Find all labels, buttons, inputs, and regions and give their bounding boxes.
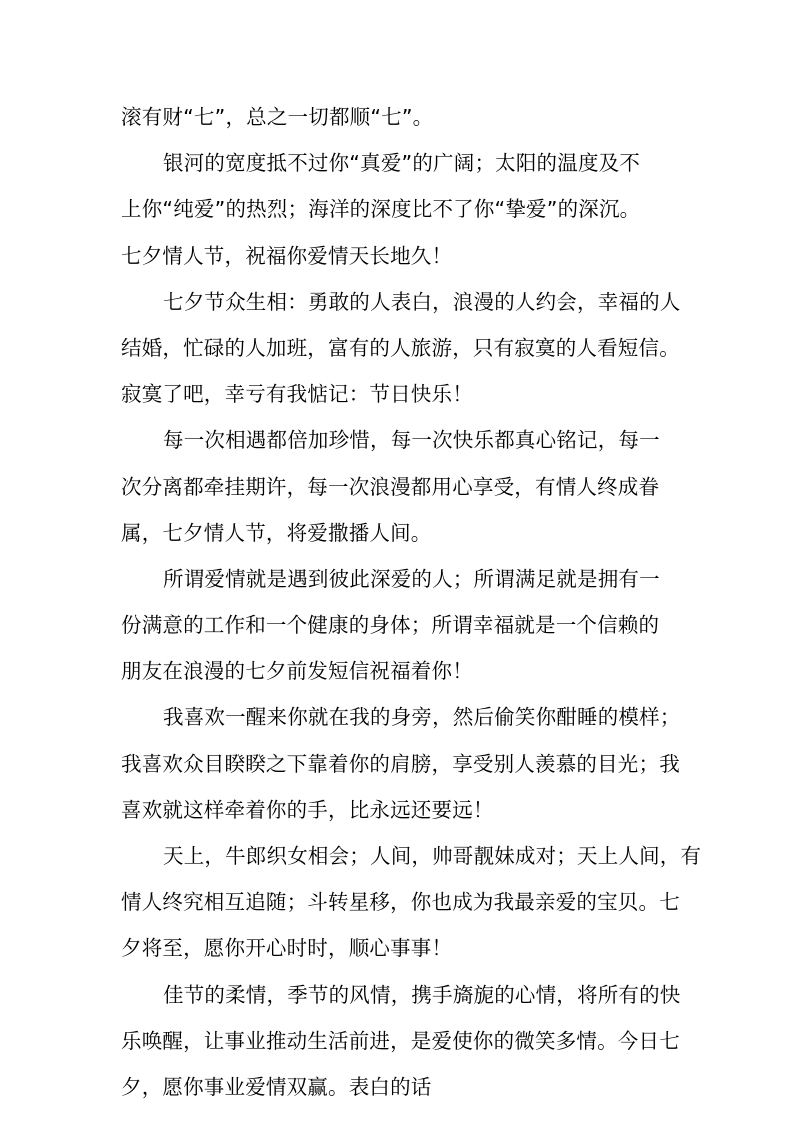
- text-line: 滚有财“七”，总之一切都顺“七”。: [121, 105, 434, 129]
- text-line: 属，七夕情人节，将爱撒播人间。: [121, 520, 432, 545]
- text-line: 所谓爱情就是遇到彼此深爱的人；所谓满足就是拥有一: [163, 566, 660, 591]
- text-line: 喜欢就这样牵着你的手，比永远还要远！: [121, 797, 494, 822]
- text-line: 七夕情人节，祝福你爱情天长地久！: [121, 243, 453, 268]
- text-line: 乐唤醒，让事业推动生活前进，是爱使你的微笑多情。今日七: [121, 1028, 680, 1053]
- text-line: 上你“纯爱”的热烈；海洋的深度比不了你“挚爱”的深沉。: [121, 197, 641, 222]
- text-line: 朋友在浪漫的七夕前发短信祝福着你！: [121, 659, 473, 684]
- text-line: 份满意的工作和一个健康的身体；所谓幸福就是一个信赖的: [121, 613, 660, 638]
- text-line: 次分离都牵挂期许，每一次浪漫都用心享受，有情人终成眷: [121, 474, 660, 499]
- text-line: 佳节的柔情，季节的风情，携手旖旎的心情，将所有的快: [163, 982, 681, 1007]
- text-line: 夕将至，愿你开心时时，顺心事事！: [121, 936, 453, 961]
- text-line: 我喜欢一醒来你就在我的身旁，然后偷笑你酣睡的模样；: [163, 705, 681, 730]
- text-line: 夕，愿你事业爱情双赢。表白的话: [121, 1074, 432, 1099]
- text-line: 银河的宽度抵不过你“真爱”的广阔；太阳的温度及不: [163, 151, 641, 176]
- text-line: 我喜欢众目睽睽之下靠着你的肩膀，享受别人羡慕的目光；我: [121, 751, 680, 776]
- text-line: 寂寞了吧，幸亏有我惦记：节日快乐！: [121, 382, 473, 407]
- text-line: 天上，牛郎织女相会；人间，帅哥靓妹成对；天上人间，有: [163, 844, 702, 868]
- text-line: 每一次相遇都倍加珍惜，每一次快乐都真心铭记，每一: [163, 428, 660, 453]
- text-line: 结婚，忙碌的人加班，富有的人旅游，只有寂寞的人看短信。: [121, 335, 680, 360]
- text-line: 七夕节众生相：勇敢的人表白，浪漫的人约会，幸福的人: [163, 289, 681, 314]
- text-line: 情人终究相互追随；斗转星移，你也成为我最亲爱的宝贝。七: [121, 890, 680, 915]
- document-body: [121, 94, 702, 1110]
